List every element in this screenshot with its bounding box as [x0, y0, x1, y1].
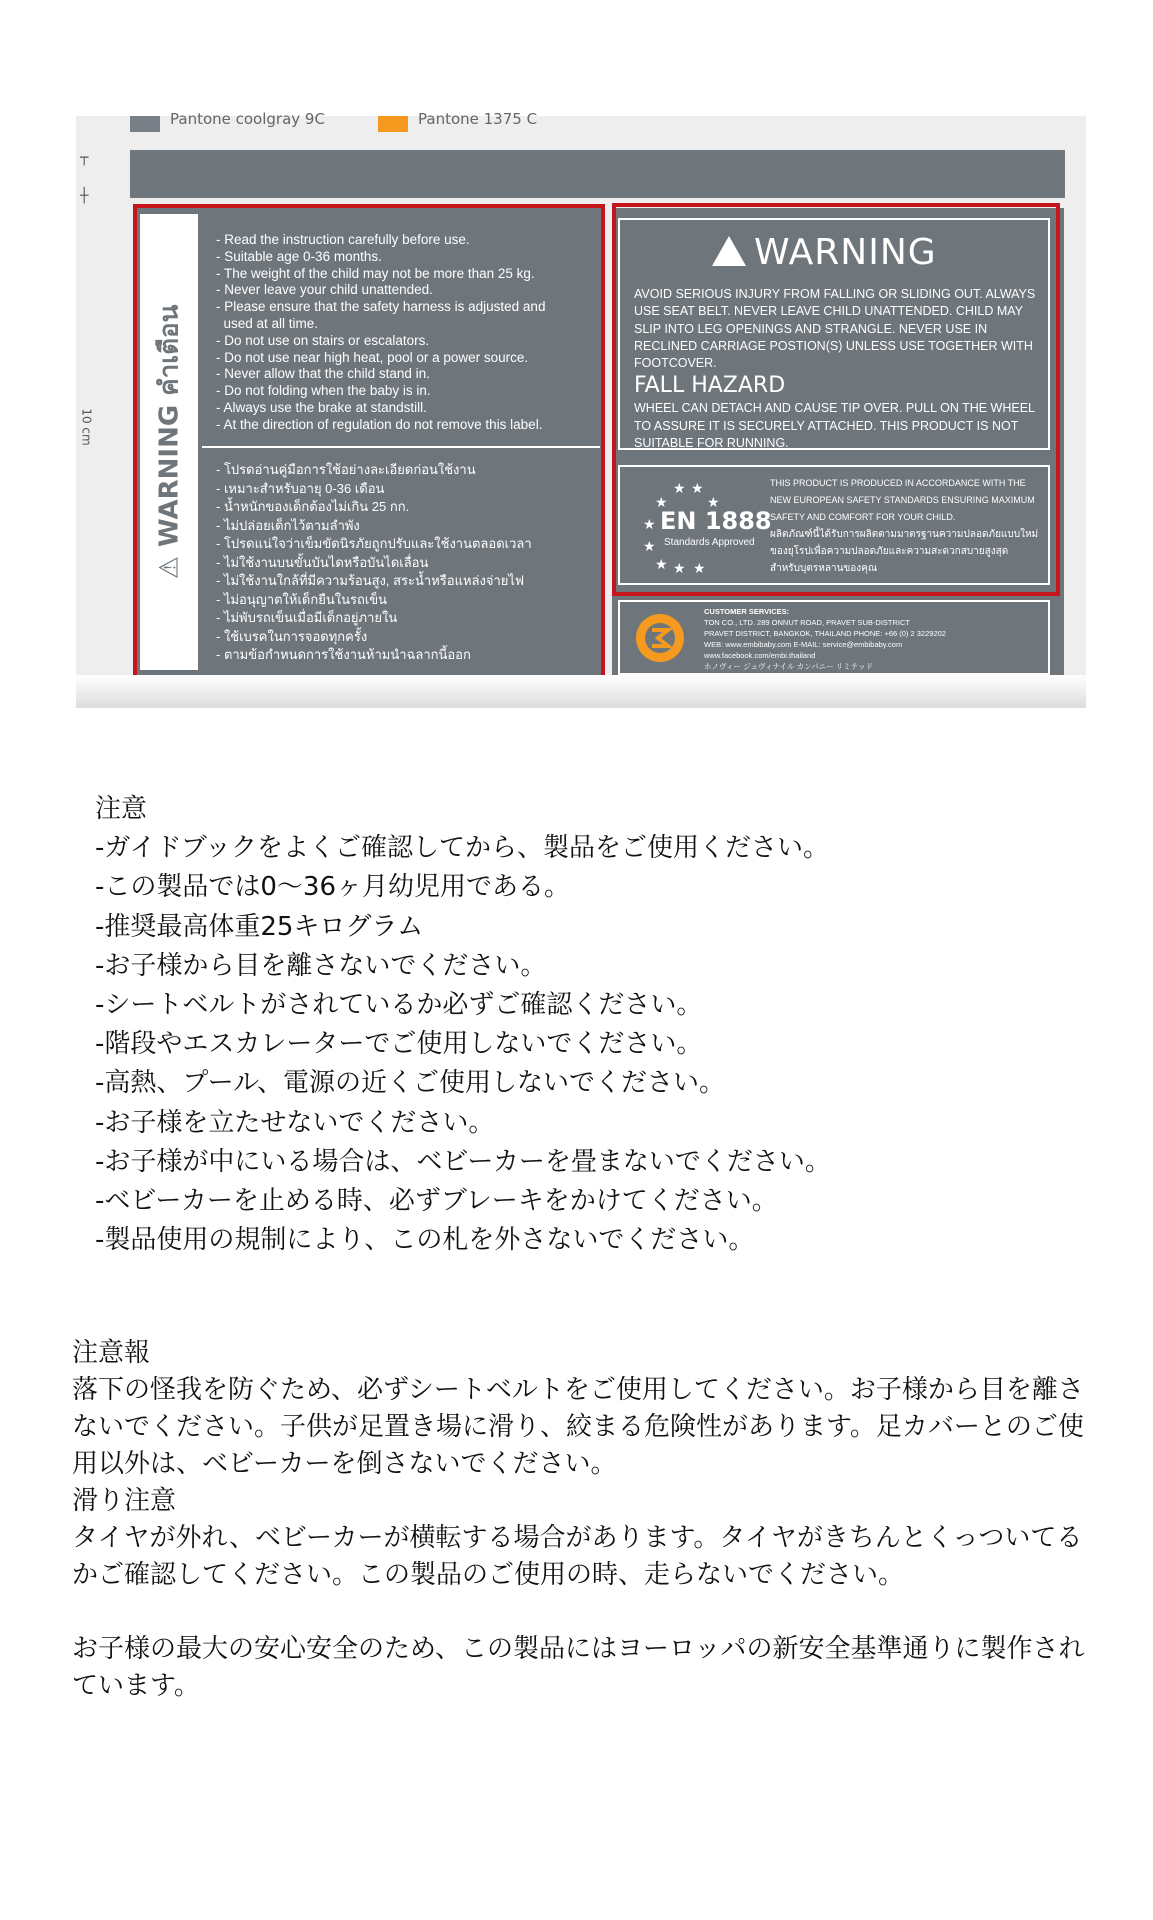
thai-line: - ไม่ใช้งานใกล้ที่มีความร้อนสูง, สระน้ำหรือแหล่งจ่ายไฟ [216, 573, 525, 588]
thai-line: - เหมาะสำหรับอายุ 0-36 เดือน [216, 480, 385, 496]
svg-text:★: ★ [707, 495, 720, 511]
ruler-tick-mid: ┼ [80, 188, 89, 204]
customer-service-text [704, 606, 1044, 672]
fall-jp-title: 滑り注意 [72, 1486, 177, 1516]
thai-line: - ไม่ใช้งานบนขั้นบันไดหรือบันไดเลื่อน [216, 554, 429, 570]
english-line: used at all time. [216, 315, 319, 331]
ruler-tick-top: ┬ [80, 150, 89, 166]
notice-line: -階段やエスカレーターでご使用しないでください。 [95, 1029, 703, 1060]
svg-text:★: ★ [673, 561, 686, 574]
notice-line: -推奨最高体重25キログラム [95, 911, 424, 942]
notice-line: -シートベルトがされているか必ずご確認ください。 [95, 990, 703, 1021]
warning-jp-body: 落下の怪我を防ぐため、必ずシートベルトをご使用してください。お子様から目を離さないでください。子供が足置き場に滑り、絞まる危険性があります。足カバーとのご使用以外は、ベビーカーを倒さないでください。 [72, 1375, 1084, 1479]
japanese-warning [72, 1335, 1102, 1705]
notice-title: 注意 [95, 794, 148, 824]
swatch-orange [378, 116, 408, 132]
customer-line: WEB: www.embibaby.com E-MAIL: service@embibaby.com [704, 640, 903, 649]
english-line: - At the direction of regulation do not remove this label. [216, 416, 543, 432]
en1888-line: THIS PRODUCT IS PRODUCED IN ACCORDANCE WITH THE [770, 478, 1026, 488]
svg-text:★: ★ [673, 481, 686, 497]
english-line: - Always use the brake at standstill. [216, 399, 427, 415]
notice-line: -ベビーカーを止める時、必ずブレーキをかけてください。 [95, 1186, 778, 1217]
warning-jp-title: 注意報 [72, 1338, 151, 1368]
en1888-subtitle: Standards Approved [664, 537, 755, 548]
label-bottom-strip [76, 675, 1086, 708]
en1888-line: NEW EUROPEAN SAFETY STANDARDS ENSURING MAXIMUM [770, 495, 1035, 505]
thai-line: - ตามข้อกำหนดการใช้งานห้ามนำฉลากนี้ออก [216, 647, 471, 662]
svg-text:★: ★ [655, 495, 668, 511]
fall-hazard-body: WHEEL CAN DETACH AND CAUSE TIP OVER. PULL ON THE WHEEL TO ASSURE IT IS SECURELY ATTACHED. THIS PRODUCT IS NOT SUITABLE FOR RUNNING. [634, 401, 1035, 451]
left-highlight-box [133, 204, 605, 679]
customer-line: www.facebook.com/embi.thailand [704, 651, 816, 660]
ruler-label: 10 cm [79, 408, 94, 446]
en1888-line: สำหรับบุตรหลานของคุณ [770, 563, 878, 574]
customer-line: TON CO., LTD. 289 ONNUT ROAD, PRAVET SUB-DISTRICT [704, 618, 911, 627]
thai-line: - ไม่อนุญาตให้เด็กยืนในรถเข็น [216, 591, 388, 607]
en1888-line: ผลิตภัณฑ์นี้ได้รับการผลิตตามมาตรฐานความปลอดภัยแบบใหม่ [770, 529, 1039, 540]
notice-line: -お子様を立たせないでください。 [95, 1107, 495, 1138]
standard-jp-text: お子様の最大の安心安全のため、この製品にはヨーロッパの新安全基準通りに製作されています。 [72, 1634, 1085, 1701]
thai-line: - โปรดอ่านคู่มือการใช้อย่างละเอียดก่อนใช้งาน [216, 462, 476, 477]
warning-body: AVOID SERIOUS INJURY FROM FALLING OR SLIDING OUT. ALWAYS USE SEAT BELT. NEVER LEAVE CHILD UNATTENDED. CHILD MAY SLIP INTO LEG OPENINGS AND STRANGLE. NEVER USE IN RECLINED CARRIAGE POSTION(S) UNLESS USE TOGETHER WITH FOOTCOVER. [634, 287, 1036, 371]
notice-line: -この製品では0～36ヶ月幼児用である。 [95, 872, 571, 903]
english-line: - Please ensure that the safety harness is adjusted and [216, 299, 546, 315]
english-line: - The weight of the child may not be more than 25 kg. [216, 265, 535, 281]
japanese-notice [95, 790, 831, 1260]
en1888-line: ของยุโรปเพื่อความปลอดภัยและความสะดวกสบายสูงสุด [770, 546, 1009, 557]
en1888-line: SAFETY AND COMFORT FOR YOUR CHILD. [770, 512, 956, 522]
fall-jp-body: タイヤが外れ、ベビーカーが横転する場合があります。タイヤがきちんとくっついてるかご確認してください。この製品のご使用の時、走らないでください。 [72, 1523, 1083, 1590]
customer-service-box [618, 600, 1050, 675]
svg-text:★: ★ [691, 481, 704, 497]
customer-line: ホノヴィー ジュヴィナイル カンパニー リミテッド [704, 662, 874, 671]
label-top-bar [130, 150, 1065, 198]
svg-text:★: ★ [643, 539, 656, 555]
spacer [72, 1594, 1102, 1631]
english-line: - Do not folding when the baby is in. [216, 383, 431, 399]
en1888-box [618, 465, 1050, 585]
thai-line: - ไม่ปล่อยเด็กไว้ตามลำพัง [216, 517, 360, 533]
notice-line: -お子様が中にいる場合は、ベビーカーを畳まないでください。 [95, 1146, 831, 1177]
english-line: - Read the instruction carefully before use. [216, 232, 470, 247]
en1888-text [770, 475, 1050, 577]
thai-line: - โปรดแน่ใจว่าเข็มขัดนิรภัยถูกปรับและใช้งานตลอดเวลา [216, 536, 532, 551]
notice-line: -高熱、プール、電源の近くご使用しないでください。 [95, 1068, 726, 1099]
english-line: - Do not use near high heat, pool or a power source. [216, 349, 529, 365]
vertical-warning-title: ⚠ WARNING คำเตือน [154, 304, 185, 580]
thai-line: - ใช้เบรคในการจอดทุกครั้ง [216, 628, 368, 644]
swatch-gray [130, 116, 160, 132]
thai-line: - ไม่พับรถเข็นเมื่อมีเด็กอยู่ภายใน [216, 610, 398, 625]
color-swatches [130, 112, 830, 132]
notice-line: -お子様から目を離さないでください。 [95, 950, 547, 981]
english-line: - Do not use on stairs or escalators. [216, 332, 430, 348]
english-line: - Never leave your child unattended. [216, 282, 433, 298]
english-line: - Suitable age 0-36 months. [216, 248, 382, 264]
fall-hazard-title: FALL HAZARD [634, 373, 786, 399]
svg-text:★: ★ [693, 561, 706, 574]
customer-line: PRAVET DISTRICT, BANGKOK, THAILAND PHONE: +66 (0) 2 3229202 [704, 629, 946, 638]
notice-line: -ガイドブックをよくご確認してから、製品をご使用ください。 [95, 833, 830, 864]
en1888-title: EN 1888 [660, 507, 772, 535]
english-line: - Never allow that the child stand in. [216, 366, 430, 382]
thai-line: - น้ำหนักของเด็กต้องไม่เกิน 25 กก. [216, 499, 410, 514]
swatch-orange-label: Pantone 1375 C [418, 110, 538, 128]
notice-line: -製品使用の規制により、この札を外さないでください。 [95, 1225, 755, 1256]
brand-logo-icon [634, 612, 686, 664]
svg-text:★: ★ [643, 517, 656, 533]
customer-line: CUSTOMER SERVICES: [704, 607, 790, 616]
warning-title-text: WARNING [754, 232, 937, 273]
svg-text:★: ★ [655, 557, 668, 573]
swatch-gray-label: Pantone coolgray 9C [170, 110, 325, 128]
